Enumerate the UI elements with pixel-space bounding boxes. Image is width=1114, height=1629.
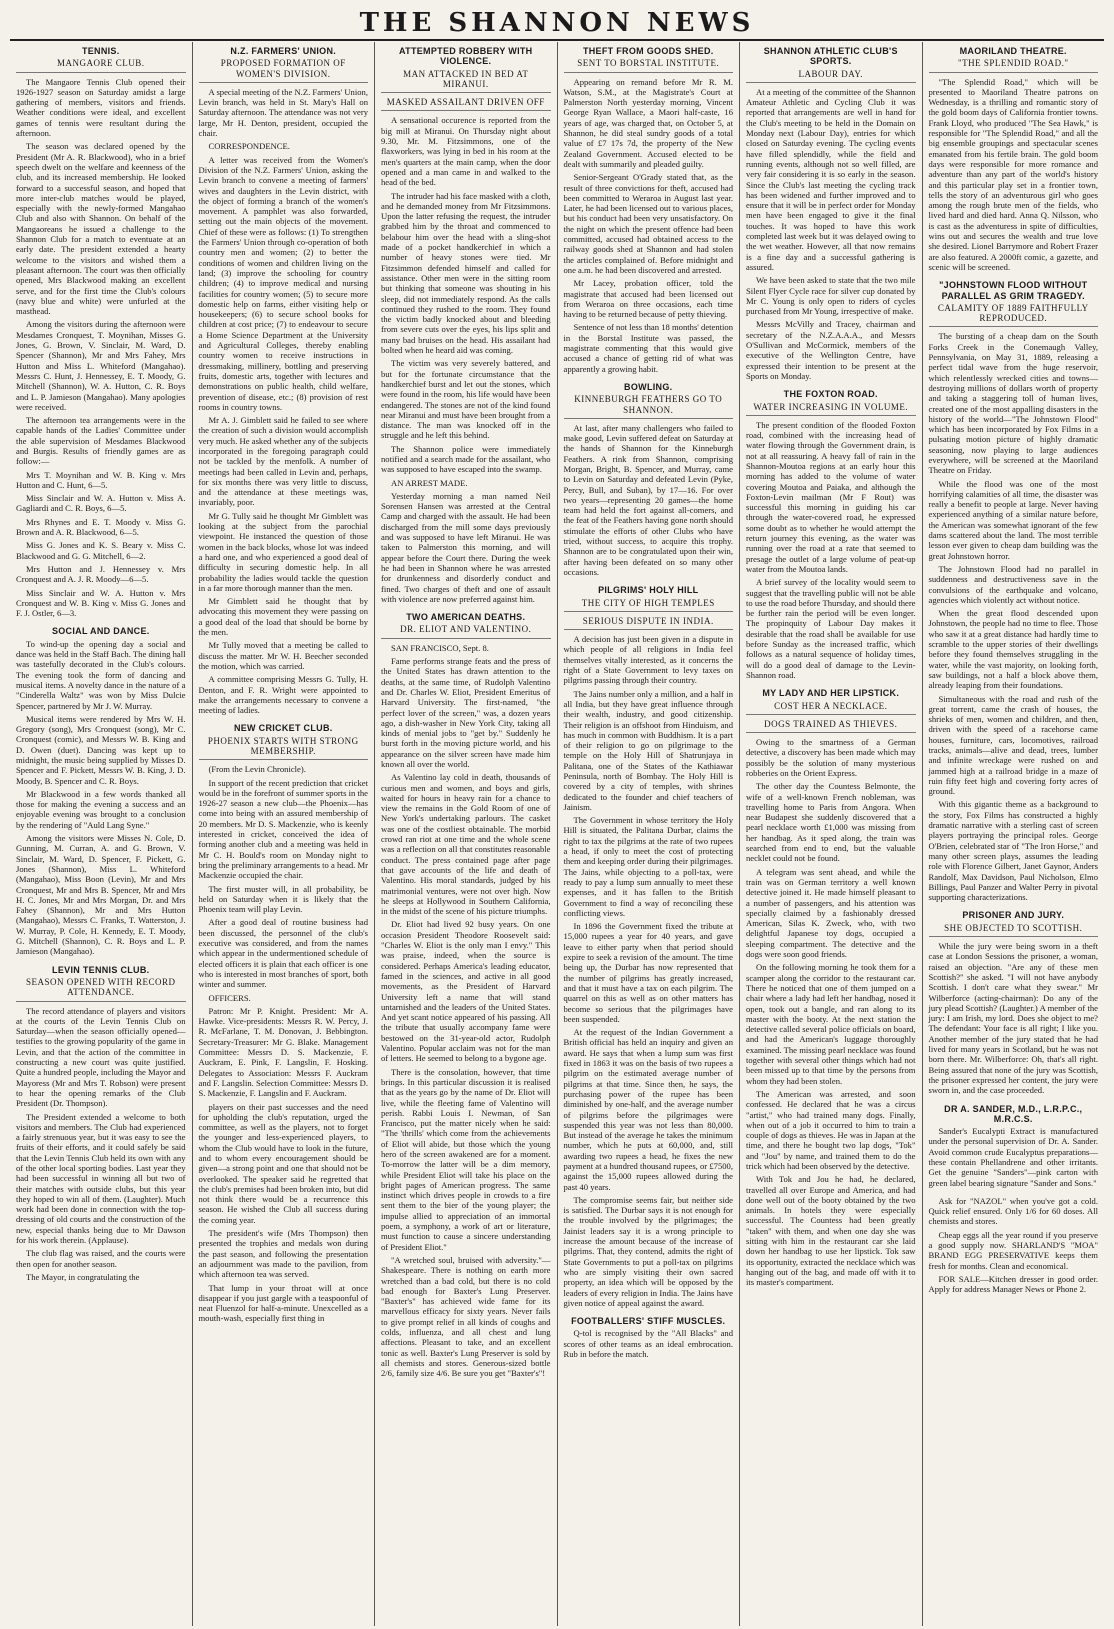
- article-heading: ATTEMPTED ROBBERY WITH VIOLENCE.: [399, 46, 533, 67]
- article-paragraph: The victim was very severely battered, and but for the fortunate circumstance that the handkerchief burst and let out the stones, which were found in the room, his life would have been endangered. The stones are not of the kind found near Miranui and must have been brought from a distance. The man was knocked off in the struggle and he left this behind.: [381, 358, 551, 441]
- article-paragraph: Q-tol is recognised by the "All Blacks" and scores of other teams as an ideal embrocation. Rub in before the match.: [563, 1328, 733, 1360]
- article-subheading: PROPOSED FORMATION OF WOMEN'S DIVISION.: [199, 58, 369, 83]
- article-heading: TENNIS.: [81, 46, 120, 56]
- article-paragraph: Mr Gimblett said he thought that by advocating this movement they were passing on a good deal of the load that should be borne by the men.: [198, 596, 368, 638]
- article-heading: DR A. SANDER, M.D., L.R.P.C., M.R.C.S.: [944, 1103, 1083, 1124]
- article-subheading: DR. ELIOT AND VALENTINO.: [381, 624, 551, 638]
- article-paragraph: Simultaneous with the road and rush of the great torrent, came the crash of houses, the shrieks of men, women and children, and then, driven with the speed of a racehorse came houses, furniture, cars, locomotives, railroad tracks, animals—alive and dead, trees, lumber and infinite wreckage were rushed on and jammed high at a railroad bridge in a maze of ruin fifty feet high and covering forty acres of ground.: [928, 693, 1098, 797]
- masthead: [0, 0, 1114, 40]
- article-paragraph: The Mangaore Tennis Club opened their 1926-1927 season on Saturday amidst a large gathering of members, visitors and friends. Weather conditions were ideal, and excellent games of tennis were resultant during the afternoon.: [16, 76, 186, 139]
- article-paragraph: The season was declared opened by the President (Mr A. R. Blackwood), who in a brief speech dwelt on the welfare and keenness of the club, and its increased membership. He looked forward to a successful season, and hoped that more inter-club matches would be played, especially with the newly-formed Mangahao Club and also with Shannon. On behalf of the Mangaoreans he issued a challenge to the Shannon Club for a match to eventuate at an early date. The president extended a hearty welcome to the visitors and wished them a pleasant afternoon. The court was then officially opened, Mrs Blackwood making an excellent serve, and for the first time the Club's colours (navy blue and white) were unfurled at the masthead.: [16, 141, 186, 317]
- article: [746, 688, 916, 1287]
- article: [199, 723, 369, 1323]
- article-paragraph: After a good deal of routine business had been discussed, the personnel of the club's executive was considered, and from the names which appear in the undermentioned schedule of elected officers it is plain that each officer is one who is interested in most branches of sport, both winter and summer.: [198, 917, 368, 990]
- article-subheading: KINNEBURGH FEATHERS GO TO SHANNON.: [564, 394, 734, 419]
- article: [16, 46, 186, 618]
- article-paragraph: On the following morning he took them for a scamper along the corridor to the restaurant car. There he noticed that one of them jumped on a chair where a lady had left her handbag, nosed it open, took out a bangle, and ran along to its master with the booty. At the next station the detective called several police officials on board, and had the American's luggage thoroughly examined. The missing pearl necklace was found together with several other things which had not been missed up to that time by the persons from whom they had been stolen.: [746, 962, 916, 1086]
- article-paragraph: Miss Sinclair and W. A. Hutton v. Miss A. Gagliardi and C. R. Boys, 6—5.: [16, 493, 186, 514]
- article-paragraph: Cheap eggs all the year round if you preserve a good supply now. SHARLAND'S "MOA" BRAND EGG PRESERVATIVE keeps them fresh for months. Clean and economical.: [928, 1229, 1098, 1271]
- article-paragraph: The first muster will, in all probability, be held on Saturday when it is likely that the Phoenix team will play Levin.: [198, 883, 368, 915]
- article: [929, 1196, 1099, 1295]
- article-paragraph: The president's wife (Mrs Thompson) then presented the trophies and medals won during the past season, and following the presentation an adjournment was made to the pavilion, from which afternoon tea was served.: [198, 1228, 368, 1280]
- article-paragraph: Mrs T. Moynihan and W. B. King v. Mrs Hutton and C. Hunt, 6—5.: [16, 469, 186, 490]
- article-paragraph: Mr Tully moved that a meeting be called to discuss the matter. Mr W. H. Beecher seconded the motion, which was carried.: [198, 640, 368, 671]
- article-paragraph: At the request of the Indian Government a British official has held an inquiry and given an award. He says that when a lump sum was first fixed in 1863 it was on the basis of two rupees a pilgrim on the estimated average number of pilgrims at that time. Since then, he says, the purchasing power of the rupee has been diminished by one-half, and the average number of pilgrims before the pilgrimages were suspended this year was not less than 80,000. But instead of the average he takes the minimum number, which he puts at 60,000, and, still awarding two rupees a head, he fixes the new payment at a hundred thousand rupees, or £7500, against the 15,000 rupees allowed during the past 40 years.: [563, 1027, 733, 1192]
- article-heading: THEFT FROM GOODS SHED.: [582, 46, 714, 56]
- article-heading: SHANNON ATHLETIC CLUB'S SPORTS.: [763, 46, 898, 67]
- article-paragraph: That lump in your throat will at once disappear if you just gargle with a teaspoonful of neat Fluenzol for half-a-minute. Unexcelled as a mouth-wash, especially first thing in: [198, 1282, 368, 1324]
- article-subheading: MASKED ASSAILANT DRIVEN OFF: [381, 97, 551, 111]
- article-paragraph: A special meeting of the N.Z. Farmers' Union, Levin branch, was held in St. Mary's Hall on Saturday afternoon. The attendance was not very large, Mr H. Denton, president, occupied the chair.: [198, 86, 368, 139]
- article-paragraph: When the great flood descended upon Johnstown, the people had no time to flee. Those who saw it at a great distance had hardly time to scramble to the upper stories of their dwellings before they found themselves struggling in the water, while the vast majority, on looking forth, saw buildings, not a half a block above them, already leaping from their foundations.: [928, 608, 1098, 691]
- article-paragraph: The intruder had his face masked with a cloth, and he demanded money from Mr Fitzsimmons. Upon the latter refusing the request, the intruder grabbed him by the throat and commenced to belabour him over the head with a sling-shot made of a pocket handkerchief in which a number of heavy stones were tied. Mr Fitzsimmon defended himself and called for assistance. Other men were in the sitting room but thinking that someone was shouting in his sleep, did not immediately respond. As the calls continued they rushed to the room. They found the victim badly knocked about and bleeding from severe cuts over the eyes, his lips split and many bad bruises on the head. His assailant had bolted when he heard aid was coming.: [381, 190, 551, 356]
- article-heading: NEW CRICKET CLUB.: [233, 723, 333, 734]
- article-paragraph: The Mayor, in congratulating the: [26, 1271, 140, 1282]
- article: [199, 46, 369, 715]
- article-paragraph: "The Splendid Road," which will be presented to Maoriland Theatre patrons on Wednesday, is a thrilling and romantic story of the gold boom days of California frontier towns. Frank Lloyd, who produced "The Sea Hawk," is responsible for "The Splendid Road," and all the big ensemble groupings and spectacular scenes emanated from his fertile brain. The gold boom days were responsible for more romance and adventure than any part of the world's history and this particular play set in a frontier town, tells the story of an adventurous girl who goes among the rough brute men of the fields, who lived hard and died hard. Anna Q. Nilsson, who is cast as the adventuress in spite of difficulties, wins out and secures the wealth and true love she desired. Lionel Barrymore and Robert Frazer are also featured. A 2000ft comic, a gazette, and scenic will be screened.: [928, 76, 1098, 272]
- article-paragraph: The American was arrested, and soon confessed. He declared that he was a circus "artist," who had trained many dogs. Finally, when out of a job it occurred to him to train a couple of dogs as thieves. He was in Japan at the time, and there he bought two lap dogs, "Tok" and "Jou" by name, and trained them to do the trick which had been observed by the detective.: [746, 1088, 916, 1171]
- article-paragraph: The other day the Countess Belmonte, the wife of a well-known French nobleman, was travelling home to Paris from Angora. When near Budapest she suddenly discovered that a pearl necklace worth £1,000 was missing from her handbag. As it sped along, the train was searched from end to end, but the valuable necklet could not be found.: [746, 781, 916, 864]
- article-paragraph: In 1896 the Government fixed the tribute at 15,000 rupees a year for 40 years, and gave leave to either party when that period should expire to seek a revision of the amount. The time being up, the Durbar has now represented that the number of pilgrims has greatly increased, and that it must have a tax on each pilgrim. The quarrel on this as well as on other matters has become so serious that the pilgrimages have been suspended.: [563, 921, 733, 1024]
- article: [929, 280, 1099, 902]
- article-paragraph: With Tok and Jou he had, he declared, travelled all over Europe and America, and had done well out of the booty obtained by the two animals. In hotels they were especially successful. The Countess had been greatly "taken" with them, and when one day she was sitting with him in the restaurant car she laid down her handbag to use her lipstick. Tok saw its opportunity, extracted the necklace which was hanging out of the bag, and made off with it to its master's compartment.: [746, 1174, 916, 1288]
- article-paragraph: There is the consolation, however, that time brings. In this particular discussion it is realised that as the years go by the name of Dr. Eliot will live, while the fleeting fame of Valentino will perish. Rabbi Louis I. Newman, of San Francisco, put the matter nicely when he said: "The 'thrills' which come from the achievements of Eliot will abide, but those which the young hero of the screen awakened are for a moment. To-morrow the latter will be a dim memory, while President Eliot will take his place on the bright pages of American progress. The same instinct which drives people in crowds to a fire sent them to the bier of the young player; the impulse allied to appreciation of an immortal poem, a symphony, a work of art or literature, must function to cause a sincere understanding of President Eliot.": [381, 1066, 551, 1252]
- article-paragraph: Ask for "NAZOL" when you've got a cold. Quick relief ensured. Only 1/6 for 60 doses. All chemists and stores.: [928, 1195, 1098, 1227]
- article-paragraph: players on their past successes and the need for upholding the club's reputation, urged the committee, as well as the players, not to forget the younger and less-experienced players, to whom the Club would have to look in the future, and to whom every encouragement should be given—a strong point and one that should not be overlooked. The speaker said he regretted that the club's premises had been broken into, but did not think there would be a recurrence this season. He wished the Club all success during the coming year.: [198, 1101, 368, 1225]
- article-subheading: PHOENIX STARTS WITH STRONG MEMBERSHIP.: [199, 736, 369, 761]
- article-paragraph: Sander's Eucalypti Extract is manufactured under the personal supervision of Dr. A. Sander. Avoid common crude Eucalyptus preparations—these contain Phellandrene and other irritants. Get the genuine "Sanders"—pink carton with green label bearing signature "Sander and Sons.": [928, 1126, 1098, 1188]
- column-6: [922, 42, 1105, 1626]
- article-paragraph: The Johnstown Flood had no parallel in suddenness and destructiveness save in the convulsions of the earthquake and volcano, agencies which violently act without notice.: [928, 563, 1098, 605]
- article-subheading: SERIOUS DISPUTE IN INDIA.: [564, 616, 734, 630]
- article-paragraph: (From the Levin Chronicle).: [208, 764, 306, 775]
- article-heading: MAORILAND THEATRE.: [959, 46, 1067, 56]
- article-paragraph: A decision has just been given in a dispute in which people of all religions in India feel themselves vitally interested, as it concerns the right of a State Government to levy taxes on pilgrims passing through their country.: [563, 634, 733, 686]
- article: [746, 389, 916, 680]
- article-heading: "JOHNSTOWN FLOOD WITHOUT PARALLEL AS GRIM TRAGEDY.: [939, 280, 1088, 301]
- article-paragraph: Senior-Sergeant O'Grady stated that, as the result of three convictions for theft, accused had been committed to Weraroa in August last year. Later, he had been licensed out to various places, but his conduct had been very unsatisfactory. On the night on which the present offence had been committed, accused had obtained access to the railway goods shed at Shannon and had stolen the articles complained of. Before midnight and one a.m. he had been discovered and arrested.: [563, 172, 733, 275]
- article-paragraph: The Government in whose territory the Holy Hill is situated, the Palitana Durbar, claims the right to tax the pilgrims at the rate of two rupees a head, if only to meet the cost of protecting them and keeping order during their pilgrimages. The Jains, while objecting to a poll-tax, were ready to pay a lump sum annually to meet these expenses, and it has fallen to the British Government to find a way of reconciling these conflicting views.: [563, 815, 733, 918]
- article: [16, 965, 186, 1283]
- article-paragraph: A letter was received from the Women's Division of the N.Z. Farmers' Union, asking the Levin branch to convene a meeting of farmers' wives and daughters in the Levin district, with the object of forming a branch of the women's movement. A pamphlet was also forwarded, setting out the main objects of the movement. Chief of these were as follows: (1) To strengthen the Farmers' Union through co-operation of both country men and women; (2) to better the conditions of women and children living on the land; (3) improve the schooling for country children; (4) to improve medical and nursing facilities for country women; (5) to secure more domestic help on farms, either visiting help or housekeepers; (6) to secure school books for children at cost price; (7) to endeavour to secure a Home Science Department at the University and Agricultural Colleges, thereby enabling country women to receive instructions in dressmaking, millinery, bottling and preserving fruits, domestic arts, together with lectures and demonstrations on public health, child welfare, prevention of disease, etc.; (8) provision of rest rooms in country towns.: [198, 154, 368, 412]
- article: [929, 46, 1099, 272]
- article-paragraph: A committee comprising Messrs G. Tully, H. Denton, and F. R. Wright were appointed to make the arrangements necessary to convene a meeting of ladies.: [198, 674, 368, 716]
- article-paragraph: Mrs Rhynes and E. T. Moody v. Miss G. Brown and A. R. Blackwood, 6—5.: [16, 516, 186, 538]
- article-heading: N.Z. FARMERS' UNION.: [230, 46, 337, 56]
- article-paragraph: Mrs Hutton and J. Hennessey v. Mrs Cronquest and A. J. R. Moody—6—5.: [16, 563, 186, 585]
- article-paragraph: Musical items were rendered by Mrs W. H. Gregory (song), Mrs Cronquest (song), Mr C. Cronquest (comic), and Messrs W. B. King and D. Owen (duet). Dancing was kept up to midnight, the music being supplied by Misses D. Spencer and F. Pickett, Messrs W. B. King, J. D. Moody, B. Spencer and C. R. Boys.: [16, 713, 186, 786]
- article: [564, 1316, 734, 1359]
- article-paragraph: CORRESPONDENCE.: [208, 141, 290, 152]
- article-paragraph: Mr A. J. Gimblett said he failed to see where the creation of such a division would accomplish very much. He asked whether any of the subjects incorporated in the foregoing paragraph could not be tackled by the menfolk. A number of meetings had been called in Levin and, perhaps, for six months there was very little to discuss, and the attendance at these meetings was, invariably, poor.: [198, 415, 368, 508]
- article-paragraph: As Valentino lay cold in death, thousands of curious men and women, and boys and girls, waited for hours in heavy rain for a chance to view the remains in the Gold Room of one of New York's undertaking parlours. The casket was one of the costliest obtainable. The morbid crowd ran riot at one time and the whole scene was a reflection on all that constitutes reasonable conduct. The press contained page after page that gave accounts of the life and death of Valentino. His moral standards, judged by his matrimonial ventures, were not over high. Now he sleeps at Hollywood in Southern California, in the midst of the scene of his picture triumphs.: [381, 772, 551, 917]
- article: [564, 382, 734, 577]
- article-subheading: SEASON OPENED WITH RECORD ATTENDANCE.: [16, 977, 186, 1002]
- article-subheading: MANGAORE CLUB.: [16, 58, 186, 72]
- article-paragraph: The bursting of a cheap dam on the South Forks Creek in the Conemaugh Valley, Pennsylvania, on May 31, 1889, releasing a perfect tidal wave from the huge reservoir, which relentlessly wrecked cities and towns—destroying millions of dollars worth of property and taking a staggering toll of human lives, created one of the most appalling disasters in the history of the world—"The Johnstown Flood" which has been incorporated by Fox Films in a pulsating motion picture of highly dramatic seasoning, now playing to large audiences everywhere, will be screened at the Maoriland Theatre on Friday.: [928, 331, 1098, 476]
- article-paragraph: At a meeting of the committee of the Shannon Amateur Athletic and Cycling Club it was reported that arrangements are well in hand for the Club's meeting to be held in the Domain on Monday next (Labour Day), entries for which closed on Saturday evening. The cycling events have filled splendidly, while the field and running events, although not so well filled, are very fair considering it is so early in the season. Since the Club's last meeting the cycling track has been widened and further improved and to ensure that it will be in perfect order for Monday men have been engaged to give it the final touches. It was hoped to have this work completed last week but it was delayed owing to the wet weather. However, all that now remains is a fine day and a successful gathering is assured.: [746, 86, 916, 272]
- article-paragraph: To wind-up the opening day a social and dance was held in the Staff Bach. The dining hall was tastefully decorated in the Club's colours. The evening took the form of dancing and musical items. A novelty dance in the nature of a "Cinderella Waltz" was won by Miss Dulcie Spencer, partnered by Mr J. W. Murray.: [16, 638, 186, 711]
- article-paragraph: SAN FRANCISCO, Sept. 8.: [391, 642, 489, 653]
- article-paragraph: Fame performs strange feats and the press of the United States has drawn attention to the deaths, at the same time, of Rudolph Valentino and Dr. Charles W. Eliot, President Emeritus of Harvard University. The first-named, "the perfect lover of the screen," was, a dozen years ago, a dish-washer in New York City, taking all kinds of menial jobs to "get by." Suddenly he burst forth in the moving picture world, and his appearance on the silver screen have made him known all over the world.: [381, 656, 551, 769]
- article-paragraph: AN ARREST MADE.: [391, 477, 468, 488]
- article-subheading: "THE SPLENDID ROAD.": [929, 58, 1099, 72]
- article-paragraph: A telegram was sent ahead, and while the train was on German territory a well known detective joined it. He made himself pleasant to a number of passengers, and his attention was specially claimed by a fashionably dressed American, Silas K. Zweck, who, with two delightful Japanese toy dogs, occupied a sleeping compartment. The detective and the dogs were soon good friends.: [746, 866, 916, 960]
- article-subheading: CALAMITY OF 1889 FAITHFULLY REPRODUCED.: [929, 303, 1099, 328]
- article-paragraph: FOR SALE—Kitchen dresser in good order. Apply for address Manager News or Phone 2.: [928, 1273, 1098, 1295]
- article-paragraph: While the jury were being sworn in a theft case at London Sessions the prisoner, a woman, raised an objection. "Are any of these men Scottish?" she asked. "I will not have anybody Scottish. I don't care what they swear." Mr Wilberforce (acting-chairman): Do any of the jury plead Scottish? (Laughter.) A member of the jury: I am Irish, my lord. Does she object to me? The defendant: Your face is all right; I like you. Another member of the jury stated that he had lived for many years in Scotland, but he was not born there. Mr. Wilberforce: Oh, that's all right. Being assured that none of the jury was Scottish, the prisoner expressed her content, the jury were sworn in, and the case proceeded.: [928, 941, 1098, 1096]
- newspaper-title: THE SHANNON NEWS: [359, 8, 755, 38]
- article: [381, 612, 551, 1378]
- article-paragraph: Mr Blackwood in a few words thanked all those for making the evening a success and an enjoyable evening was brought to a conclusion by the rendering of "Auld Lang Syne.": [16, 788, 186, 830]
- article-paragraph: A sensational occurence is reported from the big mill at Miranui. On Thursday night about 9.30, Mr. M. Fitzsimmons, one of the flaxworkers, was lying in bed in his room at the men's quarters at the main camp, when the door opened and a man came in and walked to the head of the bed.: [381, 115, 551, 188]
- article-subheading: WATER INCREASING IN VOLUME.: [746, 402, 916, 416]
- article-paragraph: The Shannon police were immediately notified and a search made for the assailant, who was supposed to have escaped into the swamp.: [381, 443, 551, 475]
- article-paragraph: Owing to the smartness of a German detective, a discovery has been made which may possibly be the solution of many mysterious robberies on the Orient Express.: [746, 737, 916, 778]
- article-heading: BOWLING.: [624, 381, 673, 392]
- article-paragraph: OFFICERS.: [208, 992, 251, 1003]
- article-heading: PILGRIMS' HOLY HILL: [598, 585, 699, 596]
- article-paragraph: The Jains number only a million, and a half in all India, but they have great influence through their wealth, industry, and good citizenship. Their religion is an offshoot from Hinduism, and has much in common with Buddhism. It is a part of their religion to go on pilgrimage to the temple on the Holy Hill of Shatrunjaya in Palitana, one of the States of the Kathiawar Peninsula, north of Bombay. The Holy Hill is covered by a city of temples, with shrines dedicated to the founder and chief teachers of Jainism.: [563, 688, 733, 812]
- article-heading: MY LADY AND HER LIPSTICK.: [762, 688, 900, 699]
- article-heading: LEVIN TENNIS CLUB.: [52, 964, 150, 975]
- column-2: [192, 42, 375, 1626]
- article-paragraph: Dr. Eliot had lived 92 busy years. On one occasion President Theodore Roosevelt said: "Charles W. Eliot is the only man I envy." This was praise, indeed, when the source is considered. Perhaps America's leading educator, famed in the sciences, and active in all good movements, as the President of Harvard University left a name that will stand untarnished and the leaders of the United States. And yet scant notice appeared of his passing. All the tribute that usually accompany fame were bestowed on the 31-year-old actor, Rudolph Valentino. Popular acclaim was not for the man of letters. He seemed to belong to a bygone age.: [381, 919, 551, 1064]
- article-paragraph: Miss G. Jones and K. S. Beary v. Miss C. Blackwood and G. G. Mitchell, 6—2.: [16, 540, 186, 561]
- article-subheading: SHE OBJECTED TO SCOTTISH.: [929, 923, 1099, 937]
- article-subheading: COST HER A NECKLACE.: [746, 701, 916, 715]
- article: [564, 585, 734, 1308]
- article-paragraph: While the flood was one of the most horrifying calamities of all time, the disaster was really a benefit to people at large. Never having experienced anything of a similar nature before, the American was somewhat ignorant of the few dams scattered about the land. The most terrible lesson ever given to cheap dam building was the great Johnstown horror.: [928, 478, 1098, 561]
- article-subheading: DOGS TRAINED AS THIEVES.: [746, 719, 916, 733]
- article-subheading: LABOUR DAY.: [746, 69, 916, 83]
- article-heading: SOCIAL AND DANCE.: [51, 626, 150, 637]
- article: [564, 46, 734, 374]
- article: [929, 910, 1099, 1095]
- article-subheading: SENT TO BORSTAL INSTITUTE.: [564, 58, 734, 72]
- article-subheading: MAN ATTACKED IN BED AT MIRANUI.: [381, 69, 551, 94]
- article-paragraph: Sentence of not less than 18 months' detention in the Borstal Institute was passed, the magistrate commenting that this would give accused a chance of getting rid of what was apparently a growing habit.: [563, 322, 733, 374]
- article: [746, 46, 916, 381]
- article-subheading: THE CITY OF HIGH TEMPLES: [564, 598, 734, 612]
- article-paragraph: Among the visitors during the afternoon were Mesdames Cronquest, T. Moynihan, Misses G. Jones, G. Brown, V. Sinclair, M. Ward, D. Spencer (Shannon), Mr and Mrs Fahey, Mrs Hutton and Miss L. Whiteford (Mangahao). Messrs C. Hunt, J. Hennessey, E. T. Moody, G. Mitchell (Shannon), W. A. Hutton, C. R. Boys and L. P. Jamieson (Mangahao). Many apologies were received.: [16, 319, 186, 412]
- article: [381, 46, 551, 604]
- columns-container: [10, 42, 1104, 1626]
- article-paragraph: Appearing on remand before Mr R. M. Watson, S.M., at the Magistrate's Court at Palmerston North yesterday morning, Vincent George Ryan Wallace, a Maori half-caste, 16 years of age, was charged that, on October 5, at Shannon, he did steal sundry goods of a total value of £7 17s 7d, the property of the New Zealand Government. Accused elected to be dealt with summarily and pleaded guilty.: [563, 76, 733, 169]
- article-paragraph: The afternoon tea arrangements were in the capable hands of the Ladies' Committee under the able supervision of Mesdames Blackwood and Burgis. Results of friendly games are as follow:—: [16, 415, 186, 467]
- article-paragraph: "A wretched soul, bruised with adversity."—Shakespeare. There is nothing on earth more wretched than a bad cold, but there is no cold bad enough for Baxter's Lung Preserver. "Baxter's" has achieved wide fame for its marvellous efficacy for sixty years. Never fails to give prompt relief in all kinds of coughs and colds, influenza, and all chest and lung affections. Pleasant to take, and an excellent tonic as well. Baxter's Lung Preserver is sold by all chemists and stores. Generous-sized bottle 2/6, family size 4/6. Be sure you get "Baxter's"!: [381, 1254, 551, 1379]
- article-paragraph: The President extended a welcome to both visitors and members. The Club had experienced a fairly strenuous year, but it was easy to see the fruits of their efforts, and it could safely be said that the Levin Tennis Club held its own with any of the other local sporting bodies. Last year they had been successful in winning all but two of their matches with outside clubs, but this year they hoped to win all of them. (Laughter). Much work had been done in connection with the top-dressing of old courts and the construction of the new, especial thanks being due to Mr Dawson for his work therein. (Applause).: [16, 1111, 186, 1246]
- article-heading: TWO AMERICAN DEATHS.: [406, 612, 526, 623]
- article-paragraph: We have been asked to state that the two mile Silent Flyer Cycle race for silver cup donated by Mr C. Young is only open to riders of cycles purchased from Mr Young, irrespective of make.: [746, 275, 916, 317]
- column-4: [557, 42, 740, 1626]
- article-heading: FOOTBALLERS' STIFF MUSCLES.: [571, 1316, 726, 1327]
- article-paragraph: Miss Sinclair and W. A. Hutton v. Mrs Cronquest and W. B. King v. Miss G. Jones and F. J. Ostler, 6—3.: [16, 587, 186, 619]
- article-paragraph: Mr Lacey, probation officer, told the magistrate that accused had been licensed out from Weraroa on three occasions, each time having to be returned because of petty thieving.: [563, 278, 733, 320]
- article-paragraph: The club flag was raised, and the courts were then open for another season.: [16, 1248, 186, 1269]
- article-paragraph: At last, after many challengers who failed to make good, Levin suffered defeat on Saturday at the hands of Shannon for the Kinneburgh Feathers. A rink from Shannon, comprising Morgan, Bright, B. Spencer, and Murray, came to Levin on Saturday and defeated Levin (Pyke, Percy, Bull, and Suban), by 17—16. For over two years—representing 20 games—the home team had held the fort against all-comers, and the feat of the Feathers having gone north should stimulate the efforts of other Clubs who have tried, without success, to acquire this trophy. Shannon are to be congratulated upon their win, after having been defeated on so many other occasions.: [563, 422, 733, 577]
- article-paragraph: Mr G. Tully said he thought Mr Gimblett was looking at the subject from the parochial viewpoint. He instanced the question of those women in the back blocks, whose lot was indeed a hard one, and who experienced a good deal of difficulty in securing domestic help. In all probability the ladies would tackle the question in a far more thorough manner than the men.: [198, 510, 368, 593]
- column-5: [739, 42, 922, 1626]
- article-paragraph: With this gigantic theme as a background to the story, Fox Films has constructed a highly dramatic narrative with a sterling cast of screen players portraying the principal roles. George O'Brien, celebrated star of "The Iron Horse," and many other screen plays, assumes the leading role with Florence Gilbert, Janet Gaynor, Anders Randolf, Max Davidson, Paul Nicholson, Elmo Billings, Paul Panzer and Walter Perry in pivotal supporting characterizations.: [928, 799, 1098, 903]
- article-paragraph: Among the visitors were Misses N. Cole, D. Gunning, M. Curran, A. and G. Brown, V. Sinclair, M. Ward, D. Spencer, F. Pickett, G. Jones (Shannon), Miss L. Whiteford (Mangahao), Miss Boon (Levin), Mr and Mrs Cronquest, Mr and Mrs B. Spencer, Mr and Mrs H. C. Jones, Mr and Mrs Morgan, Dr. and Mrs Fahey (Shannon), Mr and Mrs Hutton (Mangahao), Messrs C. Franks, T. Watterston, J. W. Murray, P. Cole, H. Kennedy, E. T. Moody, G. Mitchell (Shannon), C. R. Boys and L. P. Jamieson (Mangahao).: [16, 833, 186, 957]
- article-heading: PRISONER AND JURY.: [962, 910, 1065, 921]
- article: [929, 1104, 1099, 1188]
- masthead-rule: [10, 39, 1104, 41]
- article-paragraph: Messrs McVilly and Tracey, chairman and secretary of the N.Z.A.A.A., and Messrs O'Sullivan and McCormick, members of the executive of the Wellington Centre, have expressed their intention to be present at the Sports on Monday.: [746, 319, 916, 381]
- article-paragraph: Yesterday morning a man named Neil Sorensen Hansen was arrested at the Central Camp and charged with the assault. He had been discharged from the mill some days previously and was supposed to have left Miranui. He was taken to Palmerston this morning, and will appear before the Court there. During the week he had been in Shannon where he was arrested for drunkenness and disorderly conduct and fined. Two charges of theft and one of assault with violence are now preferred against him.: [381, 490, 551, 604]
- article-paragraph: A brief survey of the locality would seem to suggest that the travelling public will not be able to use the road before Thursday, and should there be further rain the period will be even longer. The propinquity of Labour Day makes it desirable that the road shall be available for use before Sunday as the increased traffic, which follows as a natural sequence of holiday times, will do a good deal of damage to the Levin-Shannon road.: [746, 577, 916, 680]
- article-paragraph: The record attendance of players and visitors at the courts of the Levin Tennis Club on Saturday—when the season officially opened—testifies to the growing popularity of the game in Levin, and that the action of the committee in constructing a new court was quite justified. Quite a hundred people, including the Mayor and Mayoress (Mr and Mrs T. Robson) were present to hear the opening remarks of the Club President (Dr. Thompson).: [16, 1005, 186, 1109]
- article-paragraph: The present condition of the flooded Foxton road, combined with the increasing head of water flowing through the Government drain, is not at all reassuring. A heavy fall of rain in the Shannon-Moutoa regions at an early hour this morning has added to the volume of water covering Moutoa and Paiaka, and although the Foxton-Levin mailman (Mr F Rout) was successful this morning in guiding his car through the water-covered road, he expressed some doubt as to whether he would attempt the return journey this evening, as the water was running over the road at a rate that seemed to presage the outlet of a large volume of peat-up water from the Moutoa lands.: [746, 419, 916, 574]
- column-1: [10, 42, 192, 1626]
- column-3: [374, 42, 557, 1626]
- article-paragraph: The compromise seems fair, but neither side is satisfied. The Durbar says it is not enough for the trouble involved by the pilgrimages; the Jainist leaders say it is a wrong principle to increase the amount because of the increase of pilgrims. That, they contend, admits the right of State Governments to put a poll-tax on pilgrims who are simply visiting their own sacred property, an idea which will be opposed by the leaders of every religion in India. The Jains have given notice of appeal against the award.: [563, 1194, 733, 1308]
- article-paragraph: In support of the recent prediction that cricket would be in the forefront of summer sports in the 1926-27 season a new club—the Phoenix—has come into being with an assured membership of 20 members. Mr D. S. Mackenzie, who is keenly interested in cricket, conceived the idea of forming another club and a meeting was held in Mr C. H. Bould's room on Monday night to bring the preliminary arrangements to a head. Mr Mackenzie occupied the chair.: [198, 777, 368, 881]
- article: [16, 626, 186, 956]
- article-paragraph: Patron: Mr P. Knight. President: Mr A. Hawke. Vice-presidents: Messrs R. W. Percy, J. R. McFarlane, T. M. Donovan, J. Bebbington. Secretary-Treasurer: Mr G. Blake. Management Committee: Messrs D. S. Mackenzie, F. Auckram, E. Pink, F. Langslin, F. Hosking. Delegates to Association: Messrs F. Auckram and F. Langslin. Selection Committee: Messrs D. S. Mackenzie, F. Langslin and F. Auckram.: [198, 1005, 368, 1099]
- article-heading: THE FOXTON ROAD.: [783, 389, 878, 400]
